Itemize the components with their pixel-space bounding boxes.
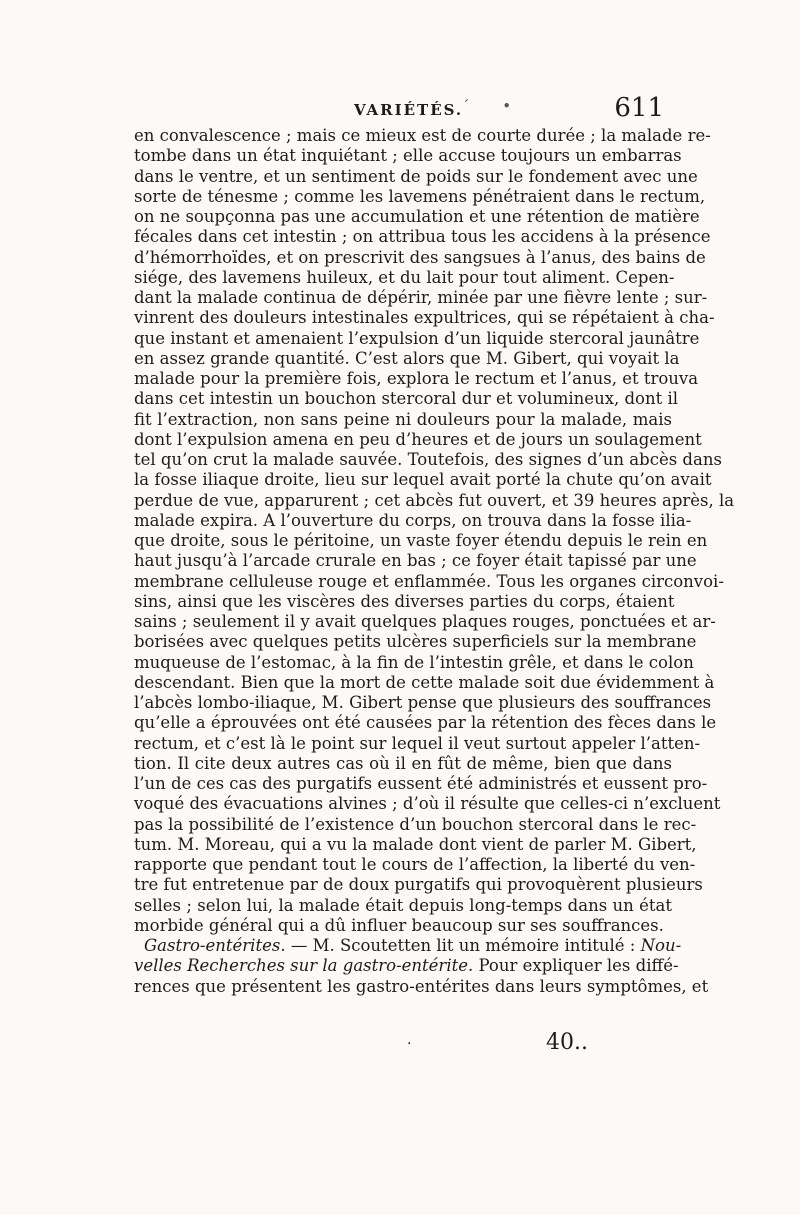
text-line: membrane celluleuse rouge et enflammée. Tous les organes circonvoi- (134, 571, 724, 591)
text-line: morbide général qui a dû influer beaucoup sur ses souffrances. (134, 915, 664, 935)
line-rest: Pour expliquer les diffé- (473, 956, 679, 976)
text-line: que droite, sous le péritoine, un vaste foyer étendu depuis le rein en (134, 531, 708, 550)
text-line: descendant. Bien que la mort de cette malade soit due évidemment à (134, 672, 715, 692)
text-line: malade pour la première fois, explora le rectum et l’anus, et trouva (134, 369, 699, 388)
text-line: la fosse iliaque droite, lieu sur lequel avait porté la chute qu’on avait (134, 470, 712, 490)
text-line: tombe dans un état inquiétant ; elle accuse toujours un embarras (134, 146, 682, 166)
text-line: haut jusqu’à l’arcade crurale en bas ; ce foyer était tapissé par une (134, 551, 697, 571)
page-number: 611 (614, 93, 664, 123)
body-text (134, 126, 735, 997)
italic-run: Gastro-entérites. (144, 936, 286, 955)
text-line: en assez grande quantité. C’est alors que M. Gibert, qui voyait la (134, 348, 680, 368)
text-line: siége, des lavemens huileux, et du lait pour tout aliment. Cepen- (134, 267, 675, 287)
text-line: qu’elle a éprouvées ont été causées par la rétention des fèces dans le (134, 713, 717, 733)
text-line: perdue de vue, apparurent ; cet abcès fut ouvert, et 39 heures après, la (134, 490, 735, 510)
text-line: malade expira. A l’ouverture du corps, on trouva dans la fosse ilia- (134, 510, 692, 530)
text-line: on ne soupçonna pas une accumulation et une rétention de matière (134, 207, 700, 226)
text-line: sorte de ténesme ; comme les lavemens pénétraient dans le rectum, (134, 186, 706, 206)
text-line: borisées avec quelques petits ulcères superficiels sur la membrane (134, 632, 697, 652)
text-line: que instant et amenaient l’expulsion d’un liquide stercoral jaunâtre (134, 328, 700, 348)
page-header (130, 93, 670, 123)
text-line: fécales dans cet intestin ; on attribua tous les accidens à la présence (134, 227, 711, 247)
text-line: rectum, et c’est là le point sur lequel il veut surtout appeler l’atten- (134, 733, 701, 753)
text-line: tel qu’on crut la malade sauvée. Toutefois, des signes d’un abcès dans (134, 450, 722, 469)
text-line: sains ; seulement il y avait quelques plaques rouges, ponctuées et ar- (134, 612, 716, 631)
section-heading-line (134, 936, 682, 956)
italic-run: velles Recherches sur la gastro-entérite. (134, 956, 474, 976)
text-line: rapporte que pendant tout le cours de l’affection, la liberté du ven- (134, 855, 696, 874)
text-line: rences que présentent les gastro-entérites dans leurs symptômes, et (134, 976, 709, 996)
text-line: fit l’extraction, non sans peine ni douleurs pour la malade, mais (134, 409, 672, 429)
text-line: sins, ainsi que les viscères des diverses parties du corps, étaient (134, 591, 675, 611)
header-marks: ´ • (462, 97, 526, 115)
signature-mark: 40.. (546, 1030, 588, 1055)
text-line: dans cet intestin un bouchon stercoral dur et volumineux, dont il (134, 389, 679, 409)
text-line: tre fut entretenue par de doux purgatifs qui provoquèrent plusieurs (134, 875, 703, 895)
text-line: d’hémorrhoïdes, et on prescrivit des sangsues à l’anus, des bains de (134, 247, 706, 267)
running-head: VARIÉTÉS. (354, 101, 464, 119)
text-line: en convalescence ; mais ce mieux est de courte durée ; la malade re- (134, 126, 711, 145)
line-rest: — M. Scoutetten lit un mémoire intitulé : (285, 936, 641, 955)
text-line: dans le ventre, et un sentiment de poids sur le fondement avec une (134, 166, 698, 186)
text-line: pas la possibilité de l’existence d’un bouchon stercoral dans le rec- (134, 814, 697, 834)
text-line: tum. M. Moreau, qui a vu la malade dont vient de parler M. Gibert, (134, 834, 697, 854)
text-line: dont l’expulsion amena en peu d’heures et de jours un soulagement (134, 429, 702, 449)
text-line (134, 956, 679, 976)
text-line: vinrent des douleurs intestinales expultrices, qui se répétaient à cha- (134, 308, 715, 328)
text-line: selles ; selon lui, la malade était depuis long-temps dans un état (134, 895, 672, 915)
text-line: dant la malade continua de dépérir, minée par une fièvre lente ; sur- (134, 288, 708, 307)
text-line: voqué des évacuations alvines ; d’où il résulte que celles-ci n’excluent (134, 794, 721, 814)
text-line: l’un de ces cas des purgatifs eussent été administrés et eussent pro- (134, 774, 708, 793)
text-line: tion. Il cite deux autres cas où il en fût de même, bien que dans (134, 753, 672, 773)
text-line: l’abcès lombo-iliaque, M. Gibert pense que plusieurs des souffrances (134, 693, 712, 712)
printer-dot: · (407, 1036, 412, 1052)
text-line: muqueuse de l’estomac, à la fin de l’intestin grêle, et dans le colon (134, 652, 694, 672)
italic-run: Nou- (640, 936, 682, 955)
